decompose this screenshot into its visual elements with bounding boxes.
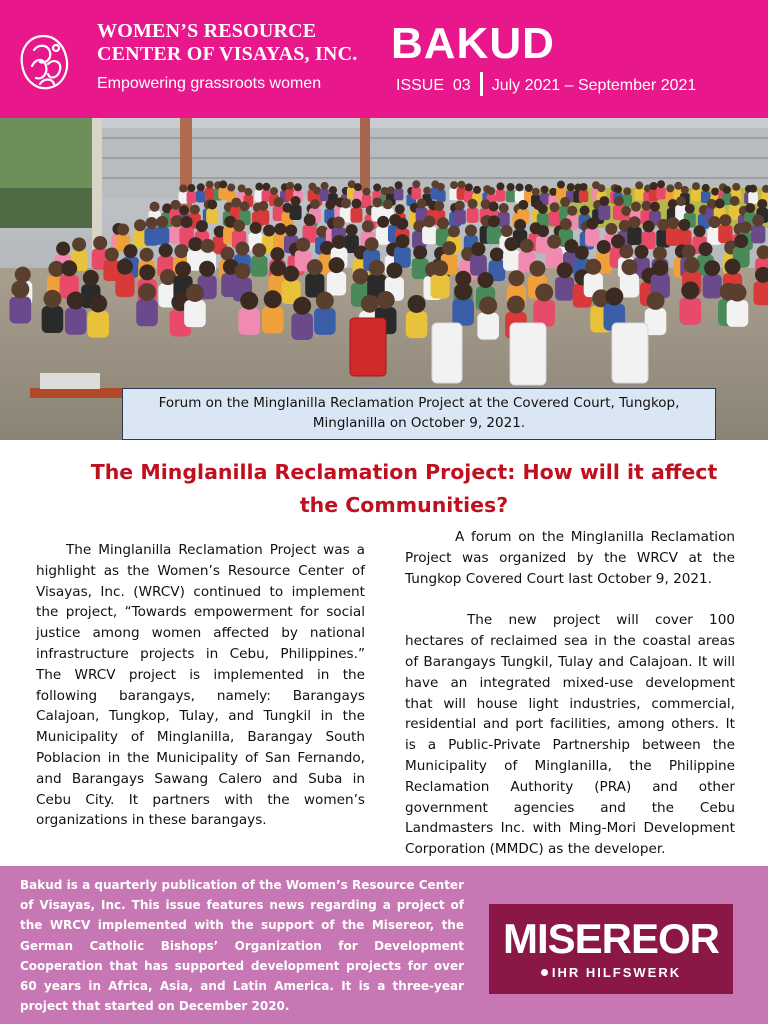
crowd-person-body [87, 311, 109, 338]
crowd-person-head [252, 243, 266, 257]
crowd-person-head [363, 188, 371, 196]
crowd-person-head [235, 242, 249, 256]
crowd-person-head [423, 187, 431, 195]
crowd-person-head [263, 224, 275, 236]
crowd-person-head [207, 200, 217, 210]
footer-band [0, 866, 768, 1024]
crowd-person-head [678, 219, 690, 231]
crowd-person-head [206, 181, 214, 189]
crowd-person-head [221, 247, 235, 261]
photo-caption: Forum on the Minglanilla Reclamation Project at the Covered Court, Tungkop, Minglanilla on October 9, 2021. [122, 388, 716, 440]
article-headline: The Minglanilla Reclamation Project: How will it affect the Communities? [90, 460, 718, 517]
crowd-person-head [262, 183, 270, 191]
crowd-person-head [346, 224, 358, 236]
crowd-person-head [575, 246, 589, 260]
crowd-person-head [201, 239, 215, 253]
crowd-person-head [567, 206, 577, 216]
crowd-person-head [227, 184, 235, 192]
crowd-person-body [751, 225, 765, 243]
article-column-right [405, 527, 735, 860]
crowd-person-head [547, 235, 561, 249]
crowd-person-body [452, 299, 474, 326]
crowd-person-body [627, 227, 641, 245]
org-name-line-2: CENTER OF VISAYAS, INC. [97, 43, 358, 65]
crowd-person-head [72, 237, 86, 251]
crowd-person-body [703, 274, 722, 298]
crowd-person-head [386, 262, 402, 278]
crowd-person-head [383, 199, 393, 209]
crowd-person-head [67, 292, 85, 310]
crowd-person-body [748, 192, 758, 204]
crowd-person-body [691, 189, 701, 201]
crowd-person-head [274, 197, 284, 207]
crowd-person-head [465, 224, 477, 236]
crowd-person-head [643, 220, 655, 232]
crowd-person-body [206, 209, 218, 224]
crowd-person-head [408, 295, 426, 313]
crowd-person-head [417, 199, 427, 209]
crowd-person-body [196, 190, 206, 202]
crowd-person-head [507, 296, 525, 314]
crowd-person-head [560, 197, 570, 207]
crowd-person-head [557, 181, 565, 189]
crowd-person-head [489, 201, 499, 211]
crowd-person-head [532, 188, 540, 196]
crowd-person-head [650, 202, 660, 212]
crowd-person-body [257, 210, 269, 225]
crowd-person-body [290, 205, 302, 220]
issue-period: July 2021 – September 2021 [491, 77, 697, 95]
crowd-person-head [516, 183, 524, 191]
crowd-person-head [728, 284, 746, 302]
crowd-person-head [437, 217, 449, 229]
crowd-person-head [329, 186, 337, 194]
crowd-person-body [549, 211, 561, 226]
crowd-person-body [187, 191, 197, 203]
crowd-person-body [454, 210, 466, 225]
issue-separator [480, 72, 483, 96]
crowd-person-head [377, 216, 389, 228]
crowd-person-head [621, 206, 631, 216]
crowd-person-body [155, 227, 169, 245]
crowd-person-head [455, 201, 465, 211]
sponsor-tagline-text: IHR HILFSWERK [551, 965, 682, 980]
crowd-person-head [631, 202, 641, 212]
crowd-person-head [599, 196, 609, 206]
crowd-person-body [406, 311, 428, 338]
crowd-person-head [504, 237, 518, 251]
crowd-person-head [187, 184, 195, 192]
crowd-person-head [199, 261, 215, 277]
crowd-person-head [395, 204, 405, 214]
crowd-person-head [171, 200, 181, 210]
crowd-person-head [488, 215, 500, 227]
publication-note: Bakud is a quarterly publication of the Women’s Resource Center of Visayas, Inc. This issue features news regarding a project of the WRCV implemented with the support of the Misereor, the German Catholic Bishops’ Organization for Development Cooperation that has supported development projects for over 60 years in Africa, Asia, and Latin America. It is a three-year project that started on December 2020. [20, 878, 464, 1014]
crowd-person-body [656, 187, 666, 199]
crowd-person-head [423, 215, 435, 227]
crowd-person-head [139, 264, 155, 280]
crowd-person-head [567, 183, 575, 191]
crowd-person-head [11, 280, 29, 298]
crowd-person-head [321, 182, 329, 190]
crowd-person-head [560, 218, 572, 230]
crowd-person-head [179, 205, 189, 215]
crowd-person-head [597, 240, 611, 254]
crowd-person-head [432, 260, 448, 276]
article-paragraph-project: The new project will cover 100 hectares of reclaimed sea in the coastal areas of Barangays Tungkil, Tulay and Calajoan. It will have an integrated mixed-use development that will house light industries, commercial, residential and port facilities, among others. It is a Public-Private Partnership between the Municipality of Minglanilla, the Philippine Reclamation Authority (PRA) and other government agencies and the Cebu Landmasters Inc. with Ming-Mori Development Corporation (MMDC) as the developer. [405, 612, 735, 858]
crowd-person-head [605, 288, 623, 306]
crowd-person-head [255, 183, 263, 191]
crowd-person-body [680, 298, 702, 325]
org-name-line-1: WOMEN’S RESOURCE [97, 20, 317, 42]
crowd-person-head [304, 214, 316, 226]
tagline: Empowering grassroots women [97, 75, 322, 92]
crowd-person-head [175, 261, 191, 277]
crowd-person-head [333, 217, 345, 229]
crowd-person-head [740, 221, 752, 233]
crowd-person-head [369, 260, 385, 276]
crowd-person-head [450, 181, 458, 189]
crowd-person-head [186, 284, 204, 302]
crowd-person-head [219, 180, 227, 188]
crowd-person-head [61, 260, 77, 276]
crowd-person-head [614, 185, 622, 193]
crowd-person-head [685, 204, 695, 214]
crowd-person-head [117, 223, 129, 235]
crowd-person-head [83, 270, 99, 286]
crowd-person-head [580, 205, 590, 215]
crowd-person-head [105, 247, 119, 261]
crowd-person-head [702, 184, 710, 192]
article-paragraph-forum: A forum on the Minglanilla Reclamation Project was organized by the WRCV at the Tungkop Covered Court last October 9, 2021. [405, 529, 735, 587]
crowd-person-head [487, 187, 495, 195]
crowd-person-head [377, 291, 395, 309]
crowd-person-head [43, 290, 61, 308]
crowd-person-head [465, 183, 473, 191]
crowd-person-head [478, 272, 494, 288]
crowd-person-head [294, 183, 302, 191]
crowd-person-head [234, 263, 250, 279]
crowd-person-head [619, 245, 633, 259]
crowd-person-head [473, 186, 481, 194]
crowd-person-head [529, 261, 545, 277]
crowd-person-body [291, 313, 313, 340]
crowd-person-head [682, 244, 696, 258]
crowd-person-body [314, 308, 336, 335]
crowd-person-head [286, 182, 294, 190]
sponsor-dot-icon [541, 969, 548, 976]
masthead [0, 0, 768, 118]
crowd-person-head [328, 257, 344, 273]
crowd-person-body [753, 281, 768, 305]
crowd-person-head [197, 183, 205, 191]
crowd-person-head [412, 180, 420, 188]
wrcv-logo-icon [14, 28, 74, 96]
crowd-person-head [258, 201, 268, 211]
crowd-person-body [320, 189, 330, 201]
crowd-person-head [684, 257, 700, 273]
crowd-person-head [508, 270, 524, 286]
crowd-person-head [653, 246, 667, 260]
crowd-person-head [541, 186, 549, 194]
crowd-person-head [499, 203, 509, 213]
crowd-person-head [387, 186, 395, 194]
crowd-person-head [496, 182, 504, 190]
crowd-person-head [134, 219, 146, 231]
crowd-person-head [190, 205, 200, 215]
crowd-person-body [42, 306, 64, 333]
crowd-person-body [327, 272, 346, 296]
crowd-person-head [692, 182, 700, 190]
crowd-person-body [436, 190, 446, 202]
crowd-person-head [270, 187, 278, 195]
crowd-person-head [730, 196, 740, 206]
crowd-person-head [479, 296, 497, 314]
crowd-person-head [666, 184, 674, 192]
crowd-person-body [136, 299, 158, 326]
crowd-person-head [293, 297, 311, 315]
crowd-person-head [535, 283, 553, 301]
crowd-person-head [365, 237, 379, 251]
crowd-person-head [395, 234, 409, 248]
crowd-person-body [496, 190, 506, 202]
crowd-person-head [233, 220, 245, 232]
crowd-person-body [184, 300, 206, 327]
crowd-person-head [332, 235, 346, 249]
crowd-person-head [580, 183, 588, 191]
crowd-person-body [412, 187, 422, 199]
crowd-person-head [676, 196, 686, 206]
crowd-person-head [537, 225, 549, 237]
crowd-person-body [718, 225, 732, 243]
crowd-person-head [745, 203, 755, 213]
crowd-person-head [629, 216, 641, 228]
article-column-left: The Minglanilla Reclamation Project was a highlight as the Women’s Resource Center of Visayas, Inc. (WRCV) continued to implement the project, “Towards empowerment for social justice among women affected by national infrastructure projects in Cebu, Philippines.” The WRCV project is implemented in the following barangays, namely: Barangays Calajoan, Tungkop, Tulay, and Tungkil in the Municipality of Minglanilla, Barangay South Poblacion in the Municipality of San Fernando, and Barangays Sawang Calero and Suba in Cebu City. It partners with the women’s organizations in these barangays. [36, 542, 365, 829]
crowd-person-head [550, 202, 560, 212]
crowd-person-head [140, 248, 154, 262]
crowd-person-head [274, 223, 286, 235]
crowd-person-body [503, 250, 520, 271]
crowd-person-body [430, 274, 449, 298]
crowd-person-head [752, 215, 764, 227]
crowd-person-head [362, 220, 374, 232]
crowd-person-head [723, 186, 731, 194]
crowd-person-head [434, 201, 444, 211]
crowd-person-head [316, 292, 334, 310]
crowd-person-head [296, 238, 310, 252]
crowd-person-head [291, 196, 301, 206]
crowd-person-body [598, 205, 610, 220]
sponsor-tagline [489, 965, 733, 980]
crowd-person-body [555, 277, 574, 301]
crowd-person-head [373, 184, 381, 192]
crowd-person-body [585, 228, 599, 246]
crowd-person-body [362, 195, 372, 207]
crowd-person-head [715, 198, 725, 208]
crowd-person-head [150, 202, 160, 212]
crowd-person-body [251, 256, 268, 277]
crowd-person-head [325, 200, 335, 210]
crowd-person-body [10, 296, 32, 323]
crowd-person-head [454, 282, 472, 300]
crowd-person-head [396, 218, 408, 230]
newsletter-title: BAKUD [391, 19, 555, 68]
crowd-person-head [117, 259, 133, 275]
crowd-person-head [395, 181, 403, 189]
crowd-person-head [641, 201, 651, 211]
crowd-person-head [518, 200, 528, 210]
crowd-person-head [156, 216, 168, 228]
crowd-person-head [15, 267, 31, 283]
crowd-person-head [725, 259, 741, 275]
crowd-person-head [507, 183, 515, 191]
crowd-person-head [468, 199, 478, 209]
crowd-person-head [711, 188, 719, 196]
crowd-person-head [719, 214, 731, 226]
crowd-person-head [557, 262, 573, 278]
crowd-person-head [244, 188, 252, 196]
crowd-person-body [262, 307, 284, 334]
crowd-person-body [65, 308, 87, 335]
crowd-person-head [538, 204, 548, 214]
crowd-person-head [240, 292, 258, 310]
crowd-person-head [93, 236, 107, 250]
crowd-person-head [704, 260, 720, 276]
issue-number: ISSUE 03 [396, 77, 471, 95]
crowd-person-head [709, 216, 721, 228]
crowd-person-head [372, 197, 382, 207]
crowd-person-body [487, 226, 501, 244]
crowd-person-head [520, 239, 534, 253]
crowd-person-head [179, 184, 187, 192]
crowd-person-head [448, 225, 460, 237]
crowd-person-head [623, 187, 631, 195]
crowd-person-head [159, 243, 173, 257]
crowd-person-head [146, 217, 158, 229]
crowd-person-head [283, 266, 299, 282]
crowd-person-body [238, 308, 260, 335]
crowd-person-head [757, 199, 767, 209]
crowd-person-head [699, 242, 713, 256]
crowd-person-head [732, 183, 740, 191]
crowd-person-head [457, 181, 465, 189]
crowd-person-head [667, 217, 679, 229]
crowd-person-head [525, 184, 533, 192]
crowd-person-head [89, 294, 107, 312]
crowd-person-head [501, 225, 513, 237]
crowd-person-head [681, 186, 689, 194]
crowd-person-body [205, 188, 215, 200]
crowd-person-head [264, 290, 282, 308]
crowd-person-head [734, 234, 748, 248]
crowd-person-head [56, 242, 70, 256]
crowd-person-head [442, 241, 456, 255]
crowd-person-head [614, 196, 624, 206]
crowd-person-head [174, 244, 188, 258]
crowd-person-head [240, 201, 250, 211]
crowd-person-head [285, 224, 297, 236]
crowd-person-body [579, 190, 589, 202]
crowd-person-head [635, 181, 643, 189]
crowd-person-head [597, 184, 605, 192]
issue-line [396, 74, 696, 98]
crowd-person-body [467, 208, 479, 223]
crowd-person-head [647, 292, 665, 310]
crowd-person-head [586, 218, 598, 230]
crowd-person-head [681, 281, 699, 299]
crowd-person-head [605, 223, 617, 235]
crowd-person-head [310, 199, 320, 209]
crowd-person-head [196, 220, 208, 232]
crowd-person-body [477, 313, 499, 340]
crowd-person-head [250, 222, 262, 234]
crowd-person-body [506, 190, 516, 202]
crowd-person-body [394, 188, 404, 200]
crowd-person-body [422, 226, 436, 244]
crowd-person-head [657, 180, 665, 188]
crowd-person-head [354, 183, 362, 191]
crowd-person-head [437, 183, 445, 191]
crowd-person-body [350, 208, 362, 223]
crowd-person-head [413, 245, 427, 259]
crowd-person-head [634, 245, 648, 259]
crowd-person-head [652, 260, 668, 276]
crowd-person-head [749, 185, 757, 193]
crowd-person-head [490, 247, 504, 261]
sponsor-name: MISEREOR [502, 915, 720, 962]
crowd-person-body [115, 273, 134, 297]
crowd-person-head [622, 259, 638, 275]
crowd-person-head [471, 242, 485, 256]
crowd-person-head [549, 188, 557, 196]
misereor-logo [489, 904, 733, 994]
crowd-person-head [585, 259, 601, 275]
org-name [97, 20, 387, 66]
crowd-person-body [622, 194, 632, 206]
crowd-person-head [138, 283, 156, 301]
crowd-person-body [727, 300, 749, 327]
crowd-person-head [188, 237, 202, 251]
crowd-person-head [694, 225, 706, 237]
crowd-person-head [514, 219, 526, 231]
crowd-person-head [352, 268, 368, 284]
crowd-person-head [123, 244, 137, 258]
crowd-person-body [634, 189, 644, 201]
crowd-person-head [351, 199, 361, 209]
crowd-person-head [307, 259, 323, 275]
crowd-person-head [341, 198, 351, 208]
crowd-person-head [270, 247, 284, 261]
crowd-person-head [181, 216, 193, 228]
